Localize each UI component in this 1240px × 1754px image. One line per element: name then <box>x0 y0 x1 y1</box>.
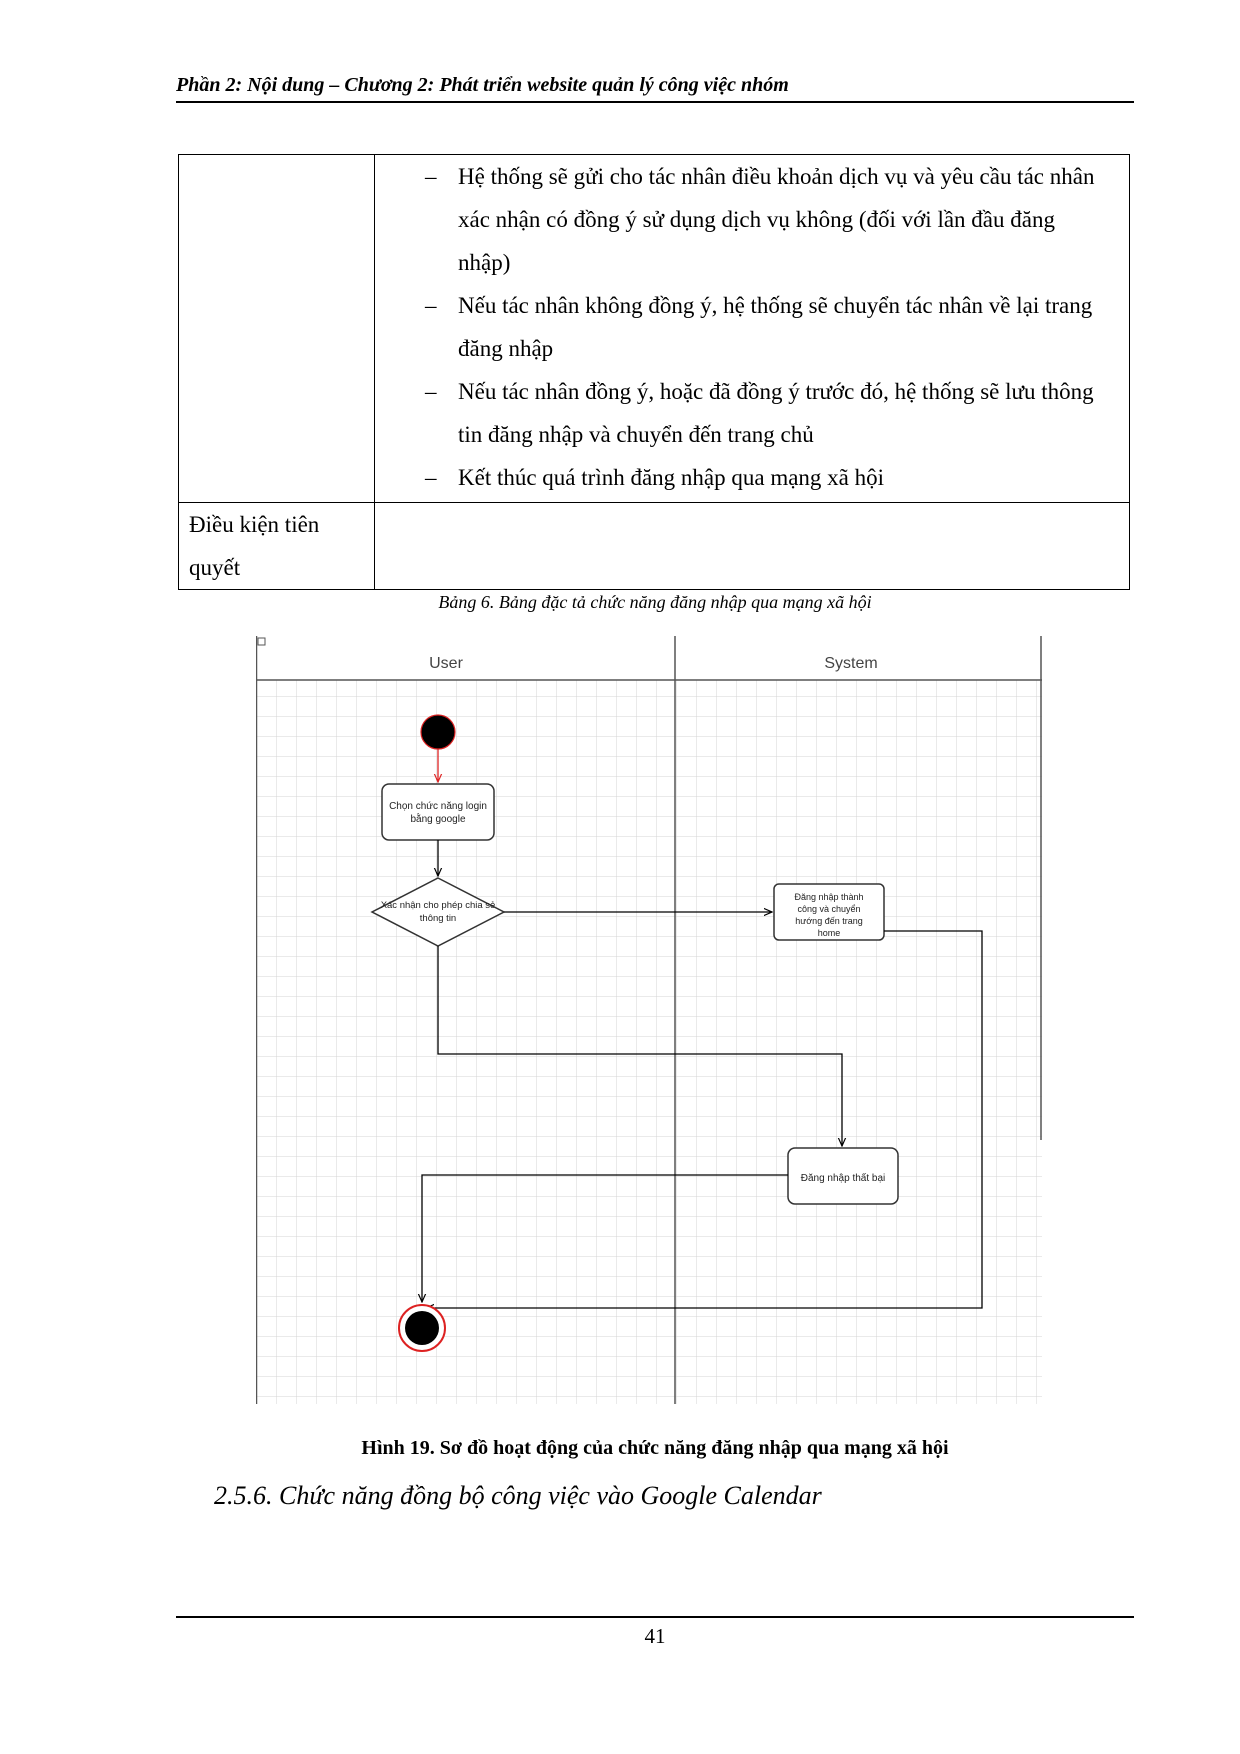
list-item <box>391 456 1113 499</box>
table-caption: Bảng 6. Bảng đặc tả chức năng đăng nhập qua mạng xã hội <box>438 592 872 612</box>
dash-bullet: – <box>425 379 437 404</box>
success-text-3: hướng đến trang <box>795 916 863 926</box>
diagram-grid <box>256 680 1042 1404</box>
success-text-2: công và chuyển <box>797 904 861 914</box>
section-heading: 2.5.6. Chức năng đồng bộ công việc vào Google Calendar <box>214 1481 822 1510</box>
decision-text-1: Xác nhận cho phép chia sẻ <box>380 900 496 911</box>
page-number: 41 <box>644 1624 666 1648</box>
activity-diagram <box>256 636 1044 1404</box>
fail-text: Đăng nhập thất bại <box>800 1173 886 1184</box>
table-label-cell <box>179 155 375 503</box>
header-rule <box>176 101 1134 103</box>
lane-system-label: System <box>824 655 878 672</box>
success-text-1: Đăng nhập thành <box>794 892 864 902</box>
footer-rule <box>176 1616 1134 1618</box>
dash-bullet: – <box>425 164 437 189</box>
decision-text-2: thông tin <box>419 913 457 924</box>
final-node <box>405 1311 439 1345</box>
table-label-cell: Điều kiện tiên quyết <box>179 503 375 590</box>
list-item <box>391 155 1113 284</box>
figure-caption: Hình 19. Sơ đồ hoạt động của chức năng đăng nhập qua mạng xã hội <box>361 1437 949 1459</box>
dash-bullet: – <box>425 465 437 490</box>
action-login-text-1: Chọn chức năng login <box>389 801 487 812</box>
dash-bullet: – <box>425 293 437 318</box>
list-item-text: Hệ thống sẽ gửi cho tác nhân điều khoản dịch vụ và yêu cầu tác nhân xác nhận có đồng ý sử dụng dịch vụ không (đối với lần đầu đăng nhập) <box>458 164 1095 275</box>
initial-node <box>421 715 455 749</box>
list-item <box>391 284 1113 370</box>
spec-table <box>178 154 1130 590</box>
action-login-google <box>382 784 494 840</box>
list-item-text: Nếu tác nhân đồng ý, hoặc đã đồng ý trước đó, hệ thống sẽ lưu thông tin đăng nhập và chuyển đến trang chủ <box>458 379 1094 447</box>
success-text-4: home <box>817 928 841 938</box>
table-content-cell <box>375 503 1130 590</box>
page-header-title: Phần 2: Nội dung – Chương 2: Phát triển website quản lý công việc nhóm <box>176 74 789 96</box>
list-item-text: Kết thúc quá trình đăng nhập qua mạng xã hội <box>458 465 885 490</box>
flow-list <box>391 155 1113 499</box>
table-row <box>179 155 1130 503</box>
lane-user-label: User <box>429 655 463 672</box>
action-login-text-2: bằng google <box>410 814 466 825</box>
collapse-icon <box>258 638 265 645</box>
list-item-text: Nếu tác nhân không đồng ý, hệ thống sẽ chuyển tác nhân về lại trang đăng nhập <box>458 293 1093 361</box>
table-content-cell <box>375 155 1130 503</box>
table-row <box>179 503 1130 590</box>
list-item <box>391 370 1113 456</box>
